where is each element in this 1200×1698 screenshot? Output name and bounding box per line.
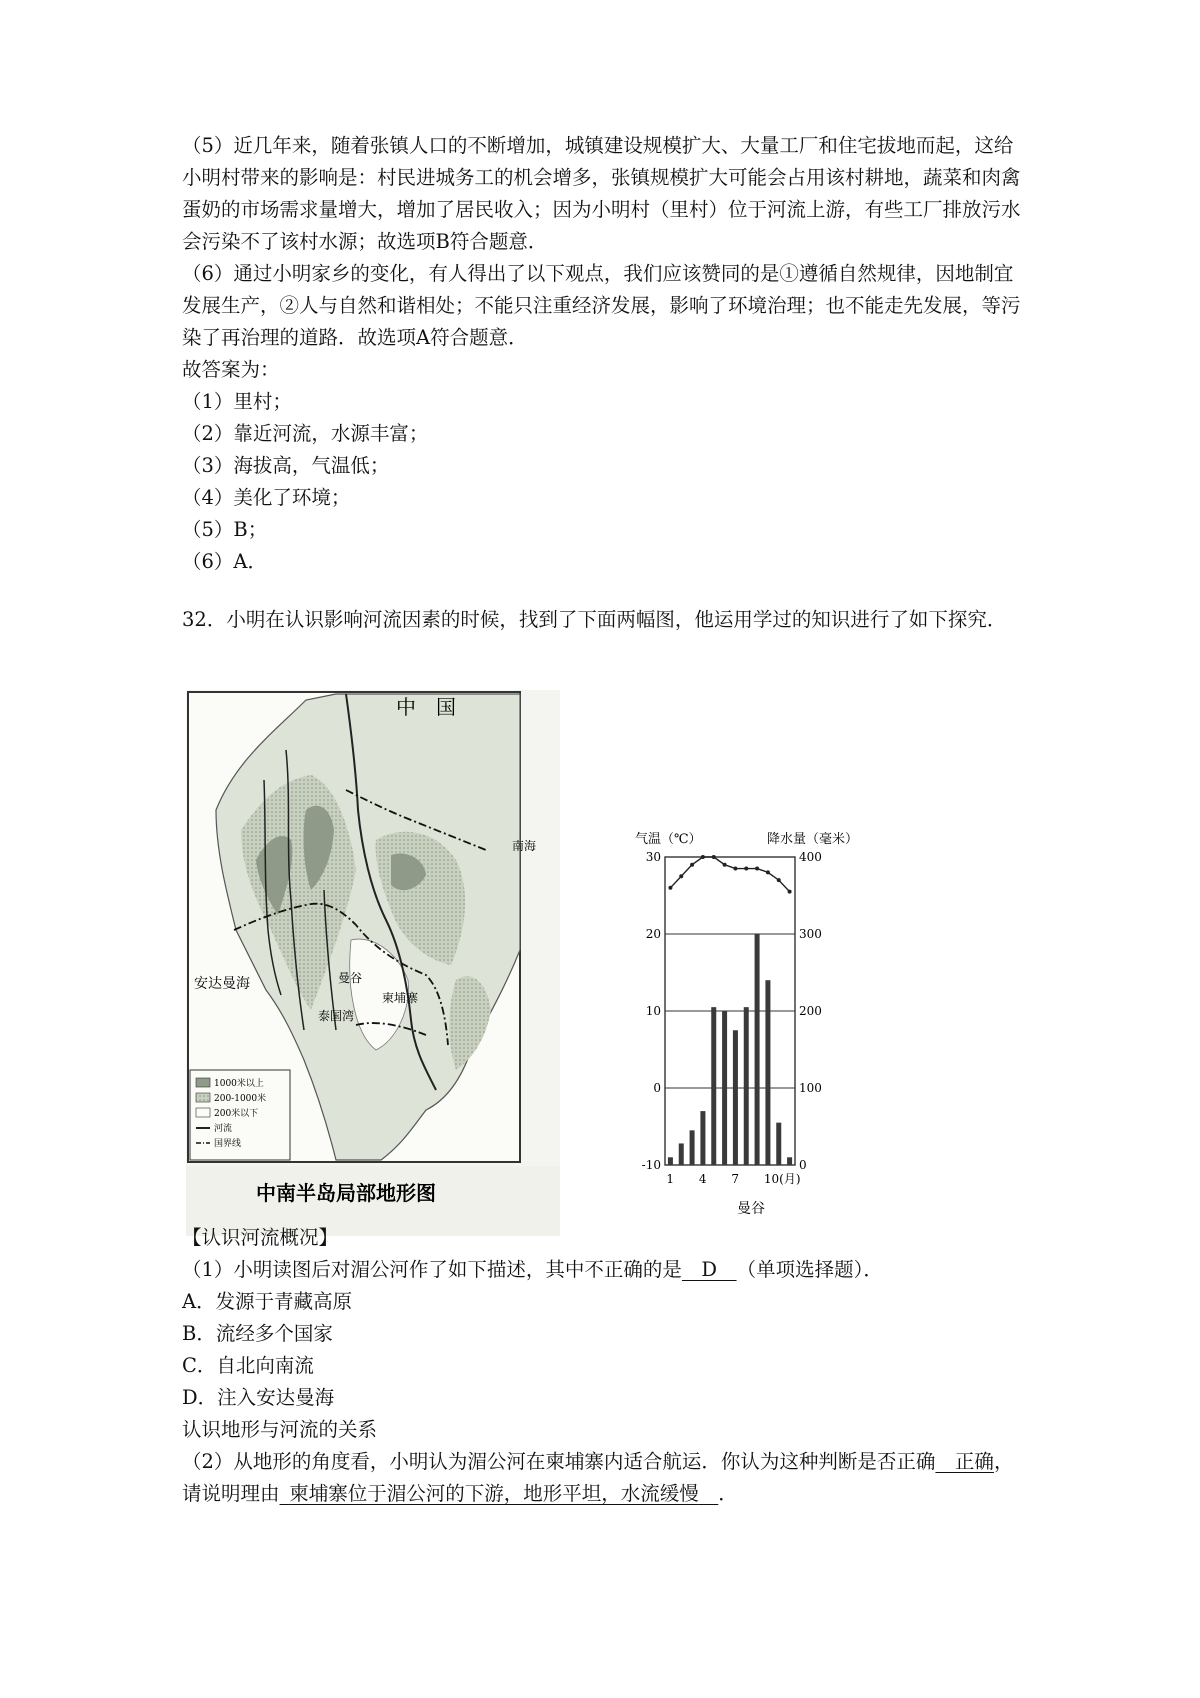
precip-bar-month-9 [755,934,760,1165]
q1-prefix: （1）小明读图后对湄公河作了如下描述，其中不正确的是 [182,1258,682,1281]
precip-bar-month-4 [700,1111,705,1165]
chart-title: 曼谷 [737,1201,765,1217]
answer-1: （1）里村； [182,390,292,413]
answer-5: （5）B； [182,518,268,541]
temp-point-month-12 [788,890,792,894]
temp-point-month-6 [723,863,727,867]
label-andaman: 安达曼海 [194,976,250,992]
option-b: B．流经多个国家 [182,1322,333,1345]
answer-6: （6）A． [182,550,267,573]
precip-tick-label: 400 [799,850,822,864]
legend-mid: 200-1000米 [214,1094,267,1104]
temp-tick-label: -10 [641,1158,661,1172]
legend-border: 国界线 [214,1139,242,1149]
precip-bar-month-8 [744,1007,749,1165]
q2-suffix: ． [718,1482,738,1505]
precip-bar-month-2 [679,1143,684,1165]
bangkok-climate-chart [635,825,885,1220]
precip-tick-label: 200 [799,1004,822,1018]
temp-tick-label: 20 [645,927,661,941]
map-caption: 中南半岛局部地形图 [256,1181,436,1205]
question-2 [182,1446,1030,1510]
temp-point-month-5 [712,855,716,859]
temp-tick-label: 10 [645,1004,661,1018]
chart-left-axis-label: 气温（℃） [635,832,702,847]
option-d: D．注入安达曼海 [182,1386,335,1409]
precipitation-bars [668,934,792,1165]
answer-4: （4）美化了环境； [182,486,351,509]
answer-intro: 故答案为： [182,358,280,381]
temp-point-month-4 [701,855,705,859]
temp-tick-label: 30 [645,850,661,864]
q2-answer-2: 柬埔寨位于湄公河的下游，地形平坦，水流缓慢 [289,1482,699,1505]
month-tick-label: 4 [698,1172,707,1186]
question-stem: 32．小明在认识影响河流因素的时候，找到了下面两幅图，他运用学过的知识进行了如下探究． [182,608,1007,631]
chart-frame [665,857,795,1165]
q2-middle: ，请说明理由 [182,1450,1014,1505]
map-legend [190,1070,290,1160]
label-thai-gulf: 泰国湾 [318,1009,355,1023]
precip-tick-label: 100 [799,1081,822,1095]
legend-high: 1000米以上 [214,1079,264,1089]
section-river-overview: 【认识河流概况】 [182,1226,339,1249]
temp-point-month-10 [766,870,770,874]
label-china: 中 国 [396,695,456,719]
q2-prefix: （2）从地形的角度看，小明认为湄公河在柬埔寨内适合航运．你认为这种判断是否正确 [182,1450,936,1473]
precip-tick-label: 0 [799,1158,807,1172]
temp-point-month-2 [679,874,683,878]
solution-part-5: （5）近几年来，随着张镇人口的不断增加，城镇建设规模扩大、大量工厂和住宅拔地而起，这给小明村带来的影响是：村民进城务工的机会增多，张镇规模扩大可能会占用该村耕地，蔬菜和肉禽蛋奶的市场需求量增大，增加了居民收入；因为小明村（里村）位于河流上游，有些工厂排放污水会污染不了该村水源；故选项B符合题意． [182,134,1021,253]
q1-suffix: （单项选择题）． [736,1258,883,1281]
q2-answer-1: 正确 [954,1450,994,1473]
month-tick-label: 10(月) [763,1172,801,1186]
temperature-line [668,855,791,894]
indochina-terrain-map [186,690,560,1236]
precip-bar-month-12 [787,1157,792,1165]
temp-tick-label: 0 [653,1081,661,1095]
temp-point-month-11 [777,878,781,882]
precip-bar-month-3 [690,1130,695,1165]
solution-part-6: （6）通过小明家乡的变化，有人得出了以下观点，我们应该赞同的是①遵循自然规律，因地制宜发展生产，②人与自然和谐相处；不能只注重经济发展，影响了环境治理；也不能走先发展，等污染了再治理的道路．故选项A符合题意． [182,262,1021,349]
legend-river: 河流 [214,1124,233,1134]
label-south-sea: 南海 [512,839,537,853]
month-tick-label: 1 [666,1172,675,1186]
question-1 [182,1254,1030,1286]
label-bangkok: 曼谷 [338,971,363,985]
precip-bar-month-5 [711,1007,716,1165]
precip-tick-label: 300 [799,927,822,941]
precip-bar-month-10 [765,980,770,1165]
option-a: A．发源于青藏高原 [182,1290,353,1313]
precip-bar-month-7 [733,1030,738,1165]
temp-point-month-7 [733,867,737,871]
answer-3: （3）海拔高，气温低； [182,454,390,477]
temp-point-month-8 [744,867,748,871]
climate-chart-svg [635,825,885,1220]
legend-low: 200米以下 [214,1109,259,1119]
precip-bar-month-11 [776,1123,781,1165]
temp-point-month-9 [755,867,759,871]
temp-point-month-1 [668,886,672,890]
answer-2: （2）靠近河流，水源丰富； [182,422,429,445]
option-c: C．自北向南流 [182,1354,314,1377]
month-tick-label: 7 [731,1172,740,1186]
section-terrain-river: 认识地形与河流的关系 [182,1418,378,1441]
label-cambodia: 柬埔寨 [382,991,419,1005]
map-svg [186,690,560,1236]
temp-line [670,857,789,892]
precip-bar-month-6 [722,1011,727,1165]
q1-answer: D [701,1258,718,1281]
temp-point-month-3 [690,863,694,867]
chart-right-axis-label: 降水量（毫米） [767,832,859,847]
precip-bar-month-1 [668,1157,673,1165]
